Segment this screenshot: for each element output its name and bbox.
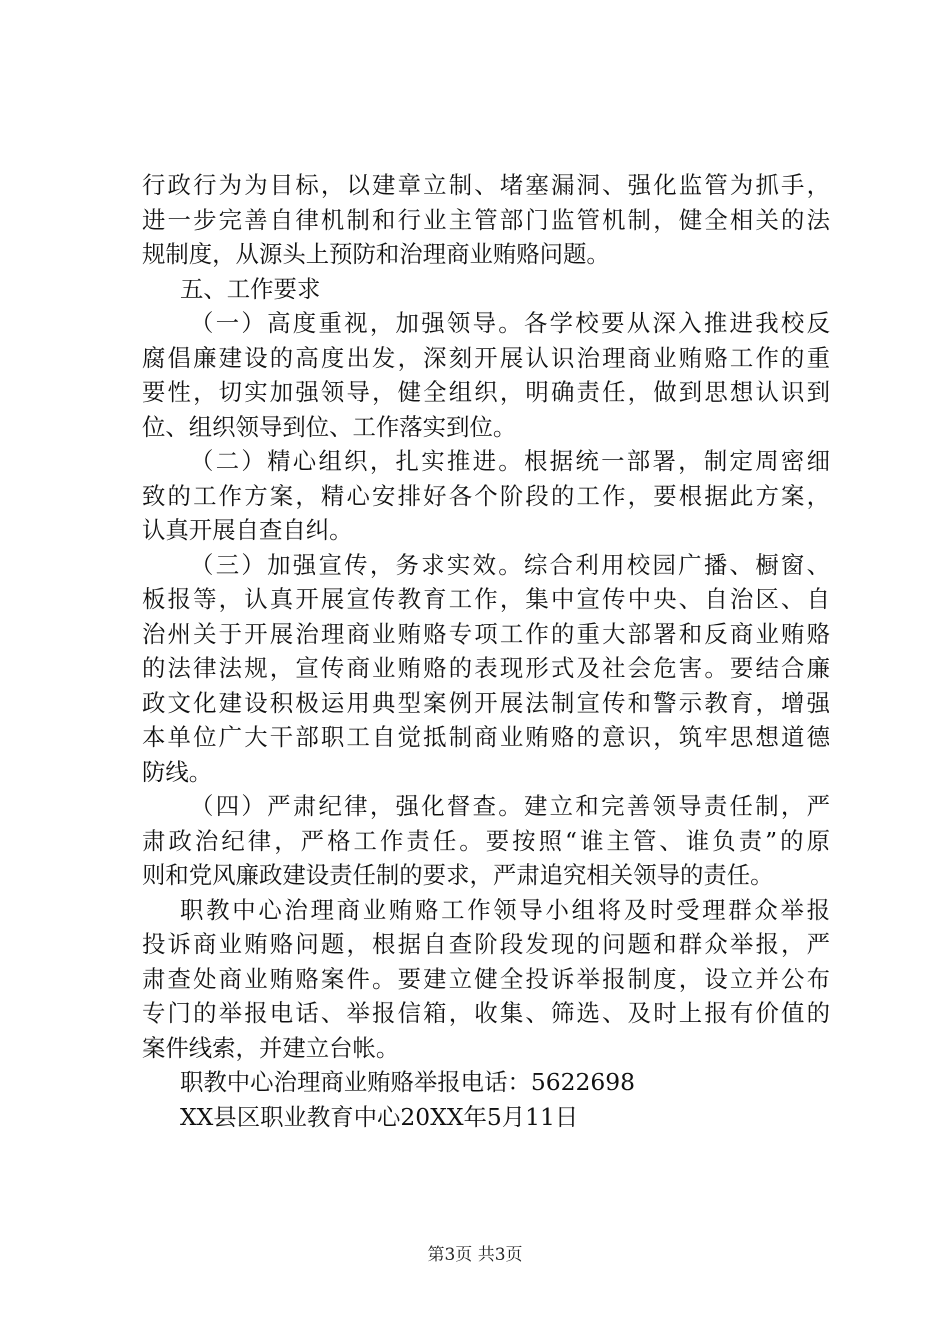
text-line: 投诉商业贿赂问题，根据自查阶段发现的问题和群众举报，严 [142, 930, 830, 958]
text-line: 专门的举报电话、举报信箱，收集、筛选、及时上报有价值的 [142, 999, 830, 1027]
text-line: 板报等，认真开展宣传教育工作，集中宣传中央、自治区、自 [142, 585, 830, 613]
text-line: 腐倡廉建设的高度出发，深刻开展认识治理商业贿赂工作的重 [142, 343, 830, 372]
text-line: 肃政治纪律，严格工作责任。要按照“谁主管、谁负责”的原 [142, 826, 830, 855]
text-line: （一）高度重视，加强领导。各学校要从深入推进我校反 [190, 309, 830, 337]
text-line: 规制度，从源头上预防和治理商业贿赂问题。 [142, 240, 610, 268]
text-line: 案件线索，并建立台帐。 [142, 1033, 400, 1062]
text-line: 政文化建设积极运用典型案例开展法制宣传和警示教育，增强 [142, 688, 830, 717]
text-line: 位、组织领导到位、工作落实到位。 [142, 412, 517, 441]
text-line: 认真开展自查自纠。 [142, 516, 353, 544]
text-line: 本单位广大干部职工自觉抵制商业贿赂的意识，筑牢思想道德 [142, 723, 830, 751]
text-line: （二）精心组织，扎实推进。根据统一部署，制定周密细 [190, 447, 830, 475]
text-line: 职教中心治理商业贿赂工作领导小组将及时受理群众举报 [180, 895, 830, 924]
text-line: 职教中心治理商业贿赂举报电话：5622698 [180, 1068, 636, 1096]
text-line: 致的工作方案，精心安排好各个阶段的工作，要根据此方案， [142, 481, 830, 510]
text-line: XX县区职业教育中心20XX年5月11日 [180, 1102, 579, 1131]
text-line: （三）加强宣传，务求实效。综合利用校园广播、橱窗、 [190, 550, 830, 579]
text-line: 的法律法规，宣传商业贿赂的表现形式及社会危害。要结合廉 [142, 654, 830, 682]
text-line: 肃查处商业贿赂案件。要建立健全投诉举报制度，设立并公布 [142, 964, 830, 993]
text-line: 行政行为为目标，以建章立制、堵塞漏洞、强化监管为抓手， [142, 171, 830, 199]
text-line: 进一步完善自律机制和行业主管部门监管机制，健全相关的法 [142, 205, 830, 234]
text-line: 五、工作要求 [180, 274, 321, 303]
text-line: 则和党风廉政建设责任制的要求，严肃追究相关领导的责任。 [142, 861, 774, 889]
page-footer: 第3页 共3页 [427, 1245, 523, 1265]
text-line: 要性，切实加强领导，健全组织，明确责任，做到思想认识到 [142, 378, 830, 406]
text-line: 治州关于开展治理商业贿赂专项工作的重大部署和反商业贿赂 [142, 619, 830, 648]
document-body [142, 168, 830, 1134]
text-line: 防线。 [142, 757, 213, 786]
text-line: （四）严肃纪律，强化督查。建立和完善领导责任制，严 [190, 792, 830, 820]
